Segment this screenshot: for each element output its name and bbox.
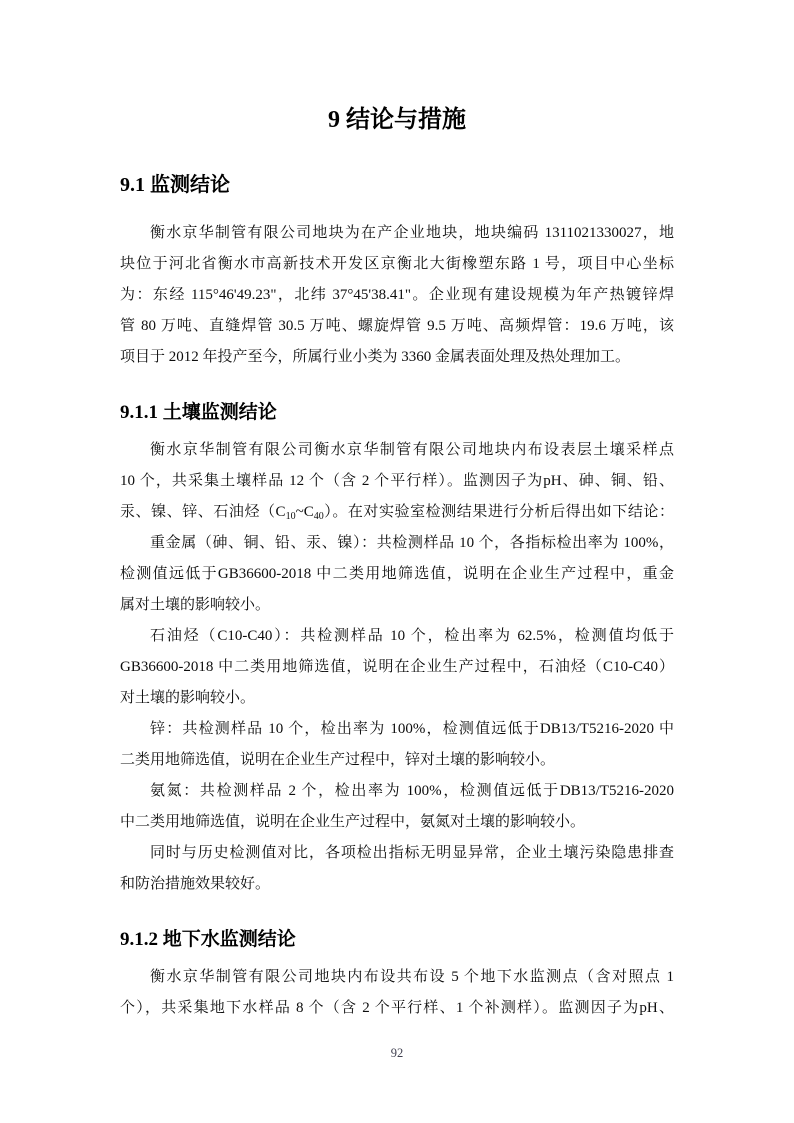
text-line: 检测值远低于GB36600-2018 中二类用地筛选值，说明在企业生产过程中，重金 <box>120 566 674 582</box>
text-line: 为：东经 115°46'49.23"，北纬 37°45'38.41"。企业现有建设规模为年产热镀锌焊 <box>120 287 674 303</box>
text-line: 衡水京华制管有限公司地块内布设共布设 5 个地下水监测点（含对照点 1 <box>150 969 674 985</box>
text-line: 属对土壤的影响较小。 <box>120 597 271 613</box>
text-line: 和防治措施效果较好。 <box>120 876 271 892</box>
text-line: 中二类用地筛选值，说明在企业生产过程中，氨氮对土壤的影响较小。 <box>120 814 586 830</box>
text-line: 衡水京华制管有限公司衡水京华制管有限公司地块内布设表层土壤采样点 <box>150 442 674 458</box>
section-heading-9-1: 9.1 监测结论 <box>120 174 230 196</box>
text-line: 二类用地筛选值，说明在企业生产过程中，锌对土壤的影响较小。 <box>120 752 556 768</box>
text-segment: ）。在对实验室检测结果进行分析后得出如下结论： <box>323 504 674 520</box>
paragraph-zinc <box>120 714 674 776</box>
subscript-10: 10 <box>285 511 296 522</box>
paragraph-heavy-metals <box>120 528 674 621</box>
text-line: 石油烃（C10-C40）：共检测样品 10 个，检出率为 62.5%，检测值均低于 <box>150 628 674 644</box>
text-line: 10 个，共采集土壤样品 12 个（含 2 个平行样）。监测因子为pH、砷、铜、铅、 <box>120 473 674 489</box>
text-line: 对土壤的影响较小。 <box>120 690 256 706</box>
text-line: 管 80 万吨、直缝焊管 30.5 万吨、螺旋焊管 9.5 万吨、高频焊管：19.6 万吨，该 <box>120 318 674 334</box>
text-line: GB36600-2018 中二类用地筛选值，说明在企业生产过程中，石油烃（C10-C40） <box>120 659 674 675</box>
text-line: 个），共采集地下水样品 8 个（含 2 个平行样、1 个补测样）。监测因子为pH、 <box>120 1000 674 1016</box>
paragraph-site-overview <box>120 218 674 373</box>
subscript-40: 40 <box>313 511 324 522</box>
text-line-petroleum-factors <box>120 497 674 528</box>
text-line: 氨氮：共检测样品 2 个，检出率为 100%，检测值远低于DB13/T5216-2020 <box>150 783 674 799</box>
text-line: 锌：共检测样品 10 个，检出率为 100%，检测值远低于DB13/T5216-2020 中 <box>150 721 674 737</box>
section-heading-9-1-2: 9.1.2 地下水监测结论 <box>120 929 296 950</box>
text-line: 块位于河北省衡水市高新技术开发区京衡北大街橡塑东路 1 号，项目中心坐标 <box>120 256 674 272</box>
text-line: 重金属（砷、铜、铅、汞、镍）：共检测样品 10 个，各指标检出率为 100%， <box>150 535 674 551</box>
paragraph-historical-comparison <box>120 838 674 900</box>
paragraph-groundwater-sampling <box>120 962 674 1024</box>
text-line: 衡水京华制管有限公司地块为在产企业地块，地块编码 1311021330027，地 <box>150 225 674 241</box>
paragraph-soil-sampling <box>120 435 674 528</box>
paragraph-ammonia-nitrogen <box>120 776 674 838</box>
text-segment: 汞、镍、锌、石油烃（C <box>120 504 286 520</box>
section-heading-9-1-1: 9.1.1 土壤监测结论 <box>120 402 277 423</box>
paragraph-petroleum-hydrocarbons <box>120 621 674 714</box>
page-number: 92 <box>390 1046 404 1060</box>
chapter-title: 9 结论与措施 <box>328 107 466 133</box>
text-line: 同时与历史检测值对比，各项检出指标无明显异常，企业土壤污染隐患排查 <box>150 845 674 861</box>
text-segment: ~C <box>295 504 314 520</box>
text-line: 项目于 2012 年投产至今，所属行业小类为 3360 金属表面处理及热处理加工。 <box>120 349 631 365</box>
